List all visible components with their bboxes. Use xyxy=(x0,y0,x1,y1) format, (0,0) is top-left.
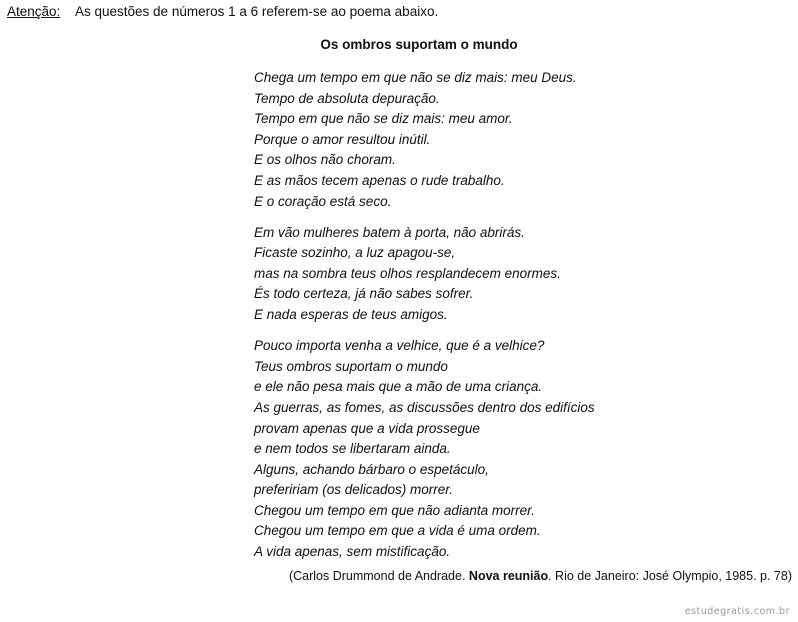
verse-line: Ficaste sozinho, a luz apagou-se, xyxy=(254,245,456,261)
verse-line: És todo certeza, já não sabes sofrer. xyxy=(254,286,474,302)
verse-line: prefeririam (os delicados) morrer. xyxy=(254,482,454,498)
source-citation xyxy=(289,569,792,583)
verse-line: mas na sombra teus olhos resplandecem enormes. xyxy=(254,265,561,281)
verse-line: Em vão mulheres batem à porta, não abrirás. xyxy=(254,224,525,240)
verse-line: Alguns, achando bárbaro o espetáculo, xyxy=(254,461,489,477)
stanza-3 xyxy=(254,336,595,563)
verse-line: Teus ombros suportam o mundo xyxy=(254,358,448,374)
verse-line: Pouco importa venha a velhice, que é a velhice? xyxy=(254,338,545,354)
attention-instruction xyxy=(7,4,438,19)
verse-line: Chega um tempo em que não se diz mais: meu Deus. xyxy=(254,70,577,85)
verse-line: E o coração está seco. xyxy=(254,193,392,209)
citation-suffix: . Rio de Janeiro: José Olympio, 1985. p. 78) xyxy=(548,569,792,583)
verse-line: E os olhos não choram. xyxy=(254,152,396,168)
stanza-2 xyxy=(254,223,595,326)
citation-prefix: (Carlos Drummond de Andrade. xyxy=(288,569,466,583)
verse-line: Porque o amor resultou inútil. xyxy=(254,131,431,147)
attention-label: Atenção: xyxy=(7,4,61,19)
site-watermark: estudegratis.com.br xyxy=(684,606,790,617)
stanza-1 xyxy=(254,68,595,212)
verse-line: Tempo de absoluta depuração. xyxy=(254,90,440,106)
verse-line: Tempo em que não se diz mais: meu amor. xyxy=(254,111,513,127)
verse-line: Chegou um tempo em que não adianta morrer. xyxy=(254,502,535,518)
attention-text: As questões de números 1 a 6 referem-se ao poema abaixo. xyxy=(75,4,439,19)
poem-body xyxy=(254,68,595,573)
verse-line: A vida apenas, sem mistificação. xyxy=(254,544,451,560)
verse-line: As guerras, as fomes, as discussões dentro dos edifícios xyxy=(254,399,595,415)
verse-line: E as mãos tecem apenas o rude trabalho. xyxy=(254,172,505,188)
verse-line: e nem todos se libertaram ainda. xyxy=(254,441,451,457)
verse-line: e ele não pesa mais que a mão de uma criança. xyxy=(254,379,543,395)
citation-book-title: Nova reunião xyxy=(468,569,549,583)
verse-line: E nada esperas de teus amigos. xyxy=(254,307,448,323)
verse-line: provam apenas que a vida prossegue xyxy=(254,420,480,436)
poem-title: Os ombros suportam o mundo xyxy=(320,37,518,52)
verse-line: Chegou um tempo em que a vida é uma ordem. xyxy=(254,523,541,539)
